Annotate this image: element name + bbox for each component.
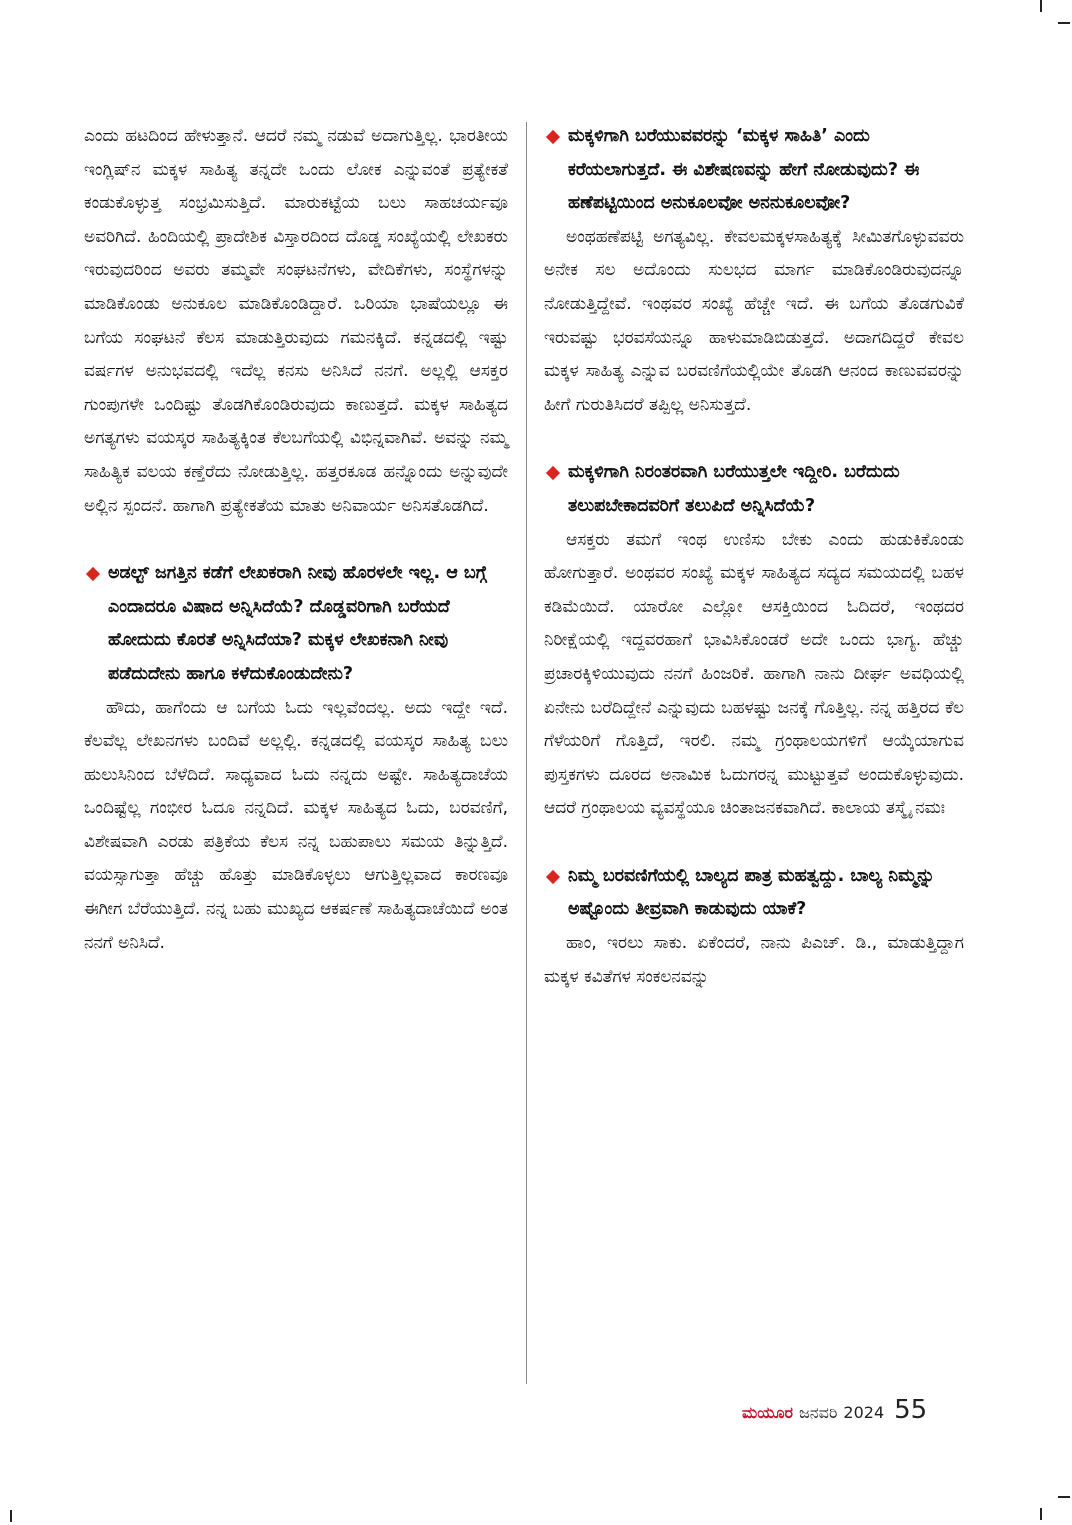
question-heading: [84, 557, 508, 691]
question-text: ನಿಮ್ಮ ಬರವಣಿಗೆಯಲ್ಲಿ ಬಾಲ್ಯದ ಪಾತ್ರ ಮಹತ್ವದ್ದು. ಬಾಲ್ಯ ನಿಮ್ಮನ್ನು ಅಷ್ಟೊಂದು ತೀವ್ರವಾಗಿ ಕಾಡುವುದು ಯಾಕೆ?: [568, 865, 935, 920]
right-column: [544, 120, 964, 994]
diamond-bullet-icon: [546, 870, 560, 884]
crop-mark-top-right: [1040, 0, 1042, 12]
question-text: ಅಡಲ್ಟ್ ಜಗತ್ತಿನ ಕಡೆಗೆ ಲೇಖಕರಾಗಿ ನೀವು ಹೊರಳಲೇ ಇಲ್ಲ. ಆ ಬಗ್ಗೆ ಎಂದಾದರೂ ವಿಷಾದ ಅನ್ನಿಸಿದೆಯೆ? ದೊಡ್ಡವರಿಗಾಗಿ ಬರೆಯದೆ ಹೋದುದು ಕೊರತೆ ಅನ್ನಿಸಿದೆಯಾ? ಮಕ್ಕಳ ಲೇಖಕನಾಗಿ ನೀವು ಪಡೆದುದೇನು ಹಾಗೂ ಕಳೆದುಕೊಂಡುದೇನು?: [108, 563, 487, 684]
question-heading: [544, 456, 964, 523]
diamond-bullet-icon: [546, 466, 560, 480]
answer-paragraph: ಆಸಕ್ತರು ತಮಗೆ ಇಂಥ ಉಣಿಸು ಬೇಕು ಎಂದು ಹುಡುಕಿಕೊಂಡು ಹೋಗುತ್ತಾರೆ. ಅಂಥವರ ಸಂಖ್ಯೆ ಮಕ್ಕಳ ಸಾಹಿತ್ಯದ ಸದ್ಯದ ಸಮಯದಲ್ಲಿ ಬಹಳ ಕಡಿಮೆಯಿದೆ. ಯಾರೋ ಎಲ್ಲೋ ಆಸಕ್ತಿಯಿಂದ ಓದಿದರೆ, ಇಂಥದರ ನಿರೀಕ್ಷೆಯಲ್ಲಿ ಇದ್ದವರಹಾಗೆ ಭಾವಿಸಿಕೊಂಡರೆ ಅದೇ ಒಂದು ಭಾಗ್ಯ. ಹೆಚ್ಚು ಪ್ರಚಾರಕ್ಕಿಳಿಯುವುದು ನನಗೆ ಹಿಂಜರಿಕೆ. ಹಾಗಾಗಿ ನಾನು ದೀರ್ಘ ಅವಧಿಯಲ್ಲಿ ಏನೇನು ಬರೆದಿದ್ದೇನೆ ಎನ್ನುವುದು ಬಹಳಷ್ಟು ಜನಕ್ಕೆ ಗೊತ್ತಿಲ್ಲ. ನನ್ನ ಹತ್ತಿರದ ಕೆಲ ಗೆಳೆಯರಿಗೆ ಗೊತ್ತಿದೆ, ಇರಲಿ. ನಮ್ಮ ಗ್ರಂಥಾಲಯಗಳಿಗೆ ಆಯ್ಕೆಯಾಗುವ ಪುಸ್ತಕಗಳು ದೂರದ ಅನಾಮಿಕ ಓದುಗರನ್ನ ಮುಟ್ಟುತ್ತವೆ ಅಂದುಕೊಳ್ಳುವುದು. ಆದರೆ ಗ್ರಂಥಾಲಯ ವ್ಯವಸ್ಥೆಯೂ ಚಿಂತಾಜನಕವಾಗಿದೆ. ಕಾಲಾಯ ತಸ್ಮೈ ನಮಃ: [544, 529, 964, 819]
answer-paragraph: ಅಂಥಹಣೆಪಟ್ಟಿ ಅಗತ್ಯವಿಲ್ಲ. ಕೇವಲಮಕ್ಕಳಸಾಹಿತ್ಯಕ್ಕೆ ಸೀಮಿತಗೊಳ್ಳುವವರು ಅನೇಕ ಸಲ ಅದೊಂದು ಸುಲಭದ ಮಾರ್ಗ ಮಾಡಿಕೊಂಡಿರುವುದನ್ನೂ ನೋಡುತ್ತಿದ್ದೇವೆ. ಇಂಥವರ ಸಂಖ್ಯೆ ಹೆಚ್ಚೇ ಇದೆ. ಈ ಬಗೆಯ ತೊಡಗುವಿಕೆ ಇರುವಷ್ಟು ಭರವಸೆಯನ್ನೂ ಹಾಳುಮಾಡಿಬಿಡುತ್ತದೆ. ಅದಾಗದಿದ್ದರೆ ಕೇವಲ ಮಕ್ಕಳ ಸಾಹಿತ್ಯ ಎನ್ನುವ ಬರವಣಿಗೆಯಲ್ಲಿಯೇ ತೊಡಗಿ ಆನಂದ ಕಾಣುವವರನ್ನು ಹೀಗೆ ಗುರುತಿಸಿದರೆ ತಪ್ಪಿಲ್ಲ ಅನಿಸುತ್ತದೆ.: [544, 226, 964, 415]
question-heading: [544, 120, 964, 221]
column-divider: [526, 122, 527, 1384]
answer-paragraph: ಹಾಂ, ಇರಲು ಸಾಕು. ಏಕೆಂದರೆ, ನಾನು ಪಿಎಚ್. ಡಿ., ಮಾಡುತ್ತಿದ್ದಾಗ ಮಕ್ಕಳ ಕವಿತೆಗಳ ಸಂಕಲನವನ್ನು: [544, 933, 964, 987]
crop-mark-bottom-right: [1040, 1508, 1042, 1520]
page-number: 55: [894, 1395, 928, 1425]
diamond-bullet-icon: [86, 567, 100, 581]
issue-month: ಜನವರಿ: [799, 1403, 838, 1422]
crop-mark-right-bottom: [1058, 1496, 1070, 1498]
answer-paragraph: ಹೌದು, ಹಾಗೆಂದು ಆ ಬಗೆಯ ಓದು ಇಲ್ಲವೆಂದಲ್ಲ. ಅದು ಇದ್ದೇ ಇದೆ. ಕೆಲವೆಲ್ಲ ಲೇಖನಗಳು ಬಂದಿವೆ ಅಲ್ಲಲ್ಲಿ. ಕನ್ನಡದಲ್ಲಿ ವಯಸ್ಕರ ಸಾಹಿತ್ಯ ಬಲು ಹುಲುಸಿನಿಂದ ಬೆಳೆದಿದೆ. ಸಾಧ್ಯವಾದ ಓದು ನನ್ನದು ಅಷ್ಟೇ. ಸಾಹಿತ್ಯದಾಚೆಯ ಒಂದಿಷ್ಟೆಲ್ಲ ಗಂಭೀರ ಓದೂ ನನ್ನದಿದೆ. ಮಕ್ಕಳ ಸಾಹಿತ್ಯದ ಓದು, ಬರವಣಿಗೆ, ವಿಶೇಷವಾಗಿ ಎರಡು ಪತ್ರಿಕೆಯ ಕೆಲಸ ನನ್ನ ಬಹುಪಾಲು ಸಮಯ ತಿನ್ನುತ್ತಿದೆ. ವಯಸ್ಸಾಗುತ್ತಾ ಹೆಚ್ಚು ಹೊತ್ತು ಮಾಡಿಕೊಳ್ಳಲು ಆಗುತ್ತಿಲ್ಲವಾದ ಕಾರಣವೂ ಈಗೀಗ ಬೆರೆಯುತ್ತಿದೆ. ನನ್ನ ಬಹು ಮುಖ್ಯದ ಆಕರ್ಷಣೆ ಸಾಹಿತ್ಯದಾಚೆಯಿದೆ ಅಂತ ನನಗೆ ಅನಿಸಿದೆ.: [84, 697, 508, 953]
question-text: ಮಕ್ಕಳಿಗಾಗಿ ಬರೆಯುವವರನ್ನು ‘ಮಕ್ಕಳ ಸಾಹಿತಿ’ ಎಂದು ಕರೆಯಲಾಗುತ್ತದೆ. ಈ ವಿಶೇಷಣವನ್ನು ಹೇಗೆ ನೋಡುವುದು? ಈ ಹಣೆಪಟ್ಟಿಯಿಂದ ಅನುಕೂಲವೋ ಅನನುಕೂಲವೋ?: [568, 126, 920, 214]
left-column: [84, 120, 508, 960]
crop-mark-right-top: [1058, 22, 1070, 24]
magazine-logo: ಮಯೂರ: [742, 1403, 794, 1422]
issue-year: 2024: [843, 1403, 885, 1422]
diamond-bullet-icon: [546, 130, 560, 144]
question-text: ಮಕ್ಕಳಿಗಾಗಿ ನಿರಂತರವಾಗಿ ಬರೆಯುತ್ತಲೇ ಇದ್ದೀರಿ. ಬರೆದುದು ತಲುಪಬೇಕಾದವರಿಗೆ ತಲುಪಿದೆ ಅನ್ನಿಸಿದೆಯೆ?: [568, 462, 900, 516]
intro-paragraph: ಎಂದು ಹಟದಿಂದ ಹೇಳುತ್ತಾನೆ. ಆದರೆ ನಮ್ಮ ನಡುವೆ ಅದಾಗುತ್ತಿಲ್ಲ. ಭಾರತೀಯ ಇಂಗ್ಲಿಷ್‌ನ ಮಕ್ಕಳ ಸಾಹಿತ್ಯ ತನ್ನದೇ ಒಂದು ಲೋಕ ಎನ್ನುವಂತೆ ಪ್ರತ್ಯೇಕತೆ ಕಂಡುಕೊಳ್ಳುತ್ತ ಸಂಭ್ರಮಿಸುತ್ತಿದೆ. ಮಾರುಕಟ್ಟೆಯ ಬಲು ಸಾಹಚರ್ಯವೂ ಅವರಿಗಿದೆ. ಹಿಂದಿಯಲ್ಲಿ ಪ್ರಾದೇಶಿಕ ವಿಸ್ತಾರದಿಂದ ದೊಡ್ಡ ಸಂಖ್ಯೆಯಲ್ಲಿ ಲೇಖಕರು ಇರುವುದರಿಂದ ಅವರು ತಮ್ಮವೇ ಸಂಘಟನೆಗಳು, ವೇದಿಕೆಗಳು, ಸಂಸ್ಥೆಗಳನ್ನು ಮಾಡಿಕೊಂಡು ಅನುಕೂಲ ಮಾಡಿಕೊಂಡಿದ್ದಾರೆ. ಒರಿಯಾ ಭಾಷೆಯಲ್ಲೂ ಈ ಬಗೆಯ ಸಂಘಟನೆ ಕೆಲಸ ಮಾಡುತ್ತಿರುವುದು ಗಮನಕ್ಕಿದೆ. ಕನ್ನಡದಲ್ಲಿ ಇಷ್ಟು ವರ್ಷಗಳ ಅನುಭವದಲ್ಲಿ ಇದೆಲ್ಲ ಕನಸು ಅನಿಸಿದೆ ನನಗೆ. ಅಲ್ಲಲ್ಲಿ ಆಸಕ್ತರ ಗುಂಪುಗಳೇ ಒಂದಿಷ್ಟು ತೊಡಗಿಕೊಂಡಿರುವುದು ಕಾಣುತ್ತದೆ. ಮಕ್ಕಳ ಸಾಹಿತ್ಯದ ಅಗತ್ಯಗಳು ವಯಸ್ಕರ ಸಾಹಿತ್ಯಕ್ಕಿಂತ ಕೆಲಬಗೆಯಲ್ಲಿ ವಿಭಿನ್ನವಾಗಿವೆ. ಅವನ್ನು ನಮ್ಮ ಸಾಹಿತ್ಯಿಕ ವಲಯ ಕಣ್ತೆರೆದು ನೋಡುತ್ತಿಲ್ಲ. ಹತ್ತರಕೂಡ ಹನ್ನೊಂದು ಅನ್ನುವುದೇ ಅಲ್ಲಿನ ಸ್ಪಂದನೆ. ಹಾಗಾಗಿ ಪ್ರತ್ಯೇಕತೆಯ ಮಾತು ಅನಿವಾರ್ಯ ಅನಿಸತೊಡಗಿದೆ.: [84, 126, 508, 516]
question-heading: [544, 860, 964, 927]
crop-mark-bottom-left: [10, 1510, 12, 1522]
page-footer: [742, 1395, 927, 1425]
